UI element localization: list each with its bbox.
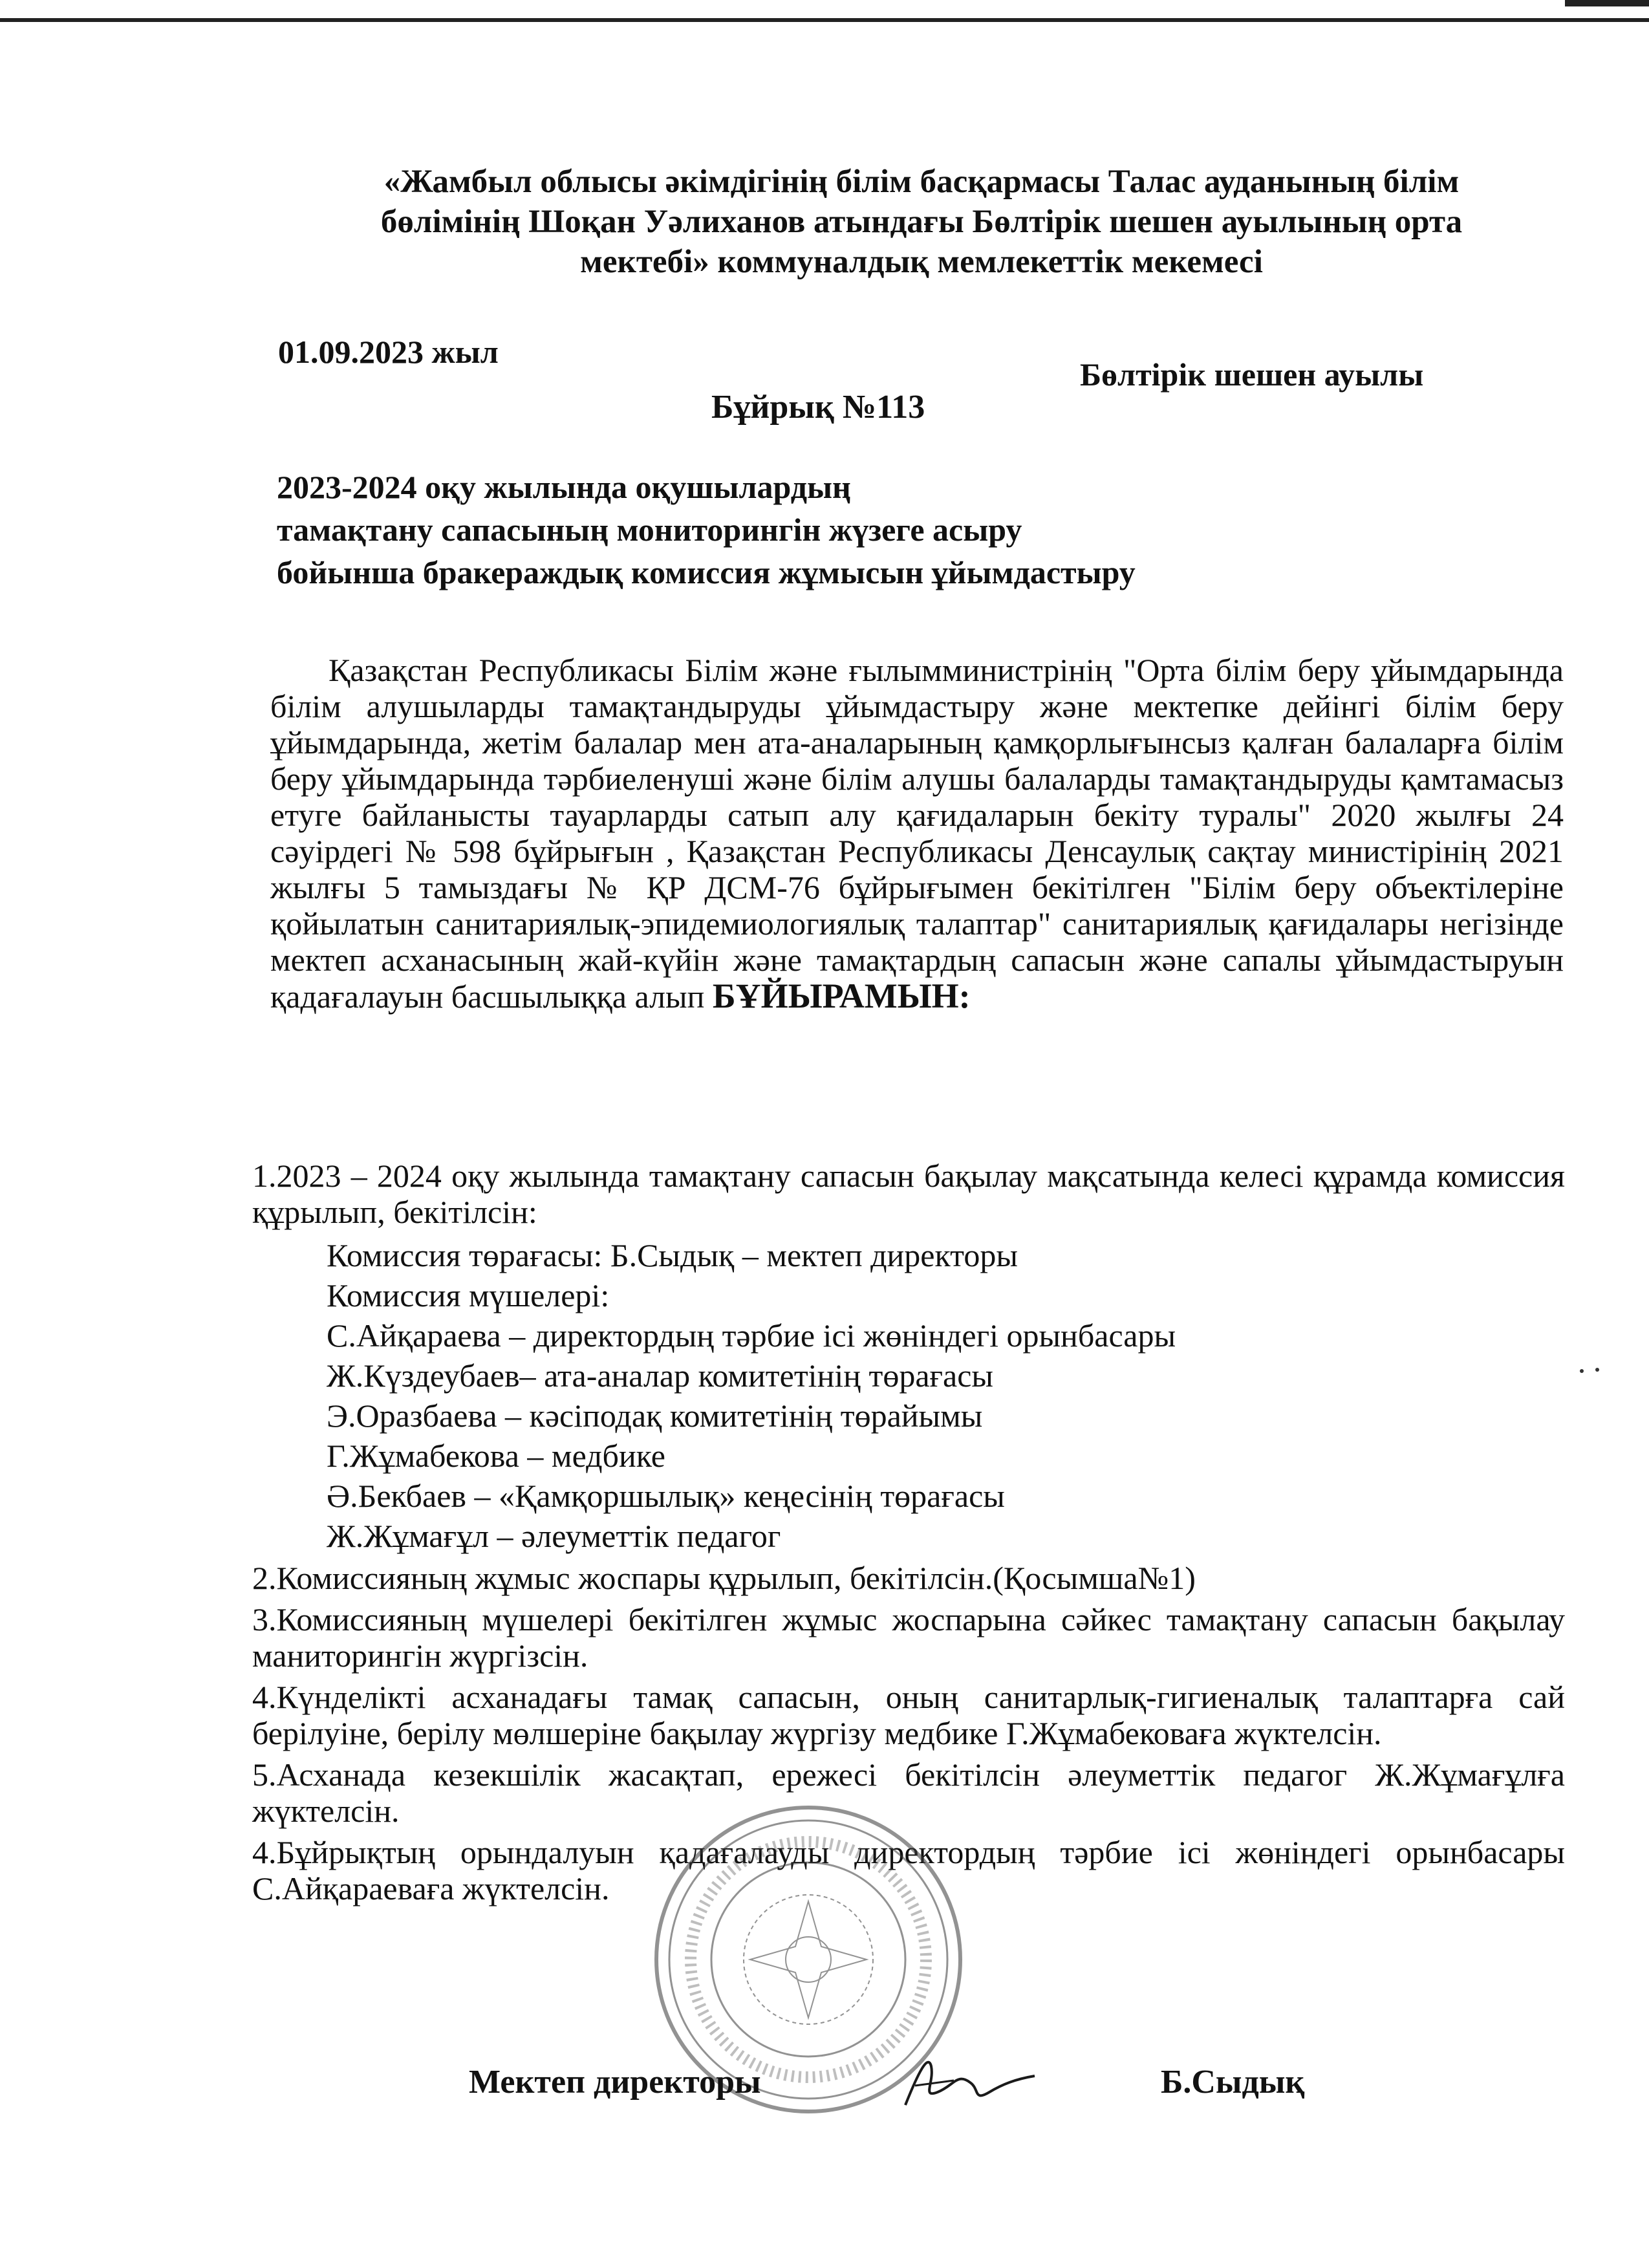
order-title [277,466,1376,594]
member-1: С.Айқараева – директордың тәрбие ісі жөніндегі орынбасары [327,1317,1176,1354]
member-3: Э.Оразбаева – кәсіподақ комитетінің төрайымы [327,1398,983,1434]
title-line-2: тамақтану сапасының мониторингін жүзеге асыру [277,512,1022,548]
member-5: Ә.Бекбаев – «Қамқоршылық» кеңесінің төрағасы [327,1478,1005,1514]
scan-specks [1578,1365,1604,1377]
item-1: 1.2023 – 2024 оқу жылында тамақтану сапасын бақылау мақсатында келесі құрамда комиссия құрылып, бекітілсін: [252,1158,1565,1230]
item-2: 2.Комиссияның жұмыс жоспары құрылып, бекітілсін.(Қосымша№1) [252,1560,1196,1596]
header-line-2: бөлімінің Шоқан Уәлиханов атындағы Бөлтірік шешен ауылының орта [380,204,1463,240]
title-line-1: 2023-2024 оқу жылында оқушылардың [277,469,851,505]
member-2: Ж.Күздеубаев– ата-аналар комитетінің төрағасы [327,1357,994,1394]
signature-title: Мектеп директоры [469,2064,761,2101]
member-6: Ж.Жұмағұл – әлеуметтік педагог [327,1518,781,1554]
item-5: 5.Асханада кезекшілік жасақтап, ережесі бекітілсін әлеуметтік педагог Ж.Жұмағұлға жүктелсін. [252,1756,1565,1829]
header-line-3: мектебі» коммуналдық мемлекеттік мекемесі [580,244,1263,280]
scan-edge-corner [1565,0,1649,6]
member-4: Г.Жұмабекова – медбике [327,1438,665,1474]
director-signature [892,2047,1041,2118]
order-number: Бұйрық №113 [711,389,925,426]
scan-edge-line [0,18,1649,22]
commission-list [327,1235,1565,1556]
item-6: 4.Бұйрықтың орындалуын қадағалауды директордың тәрбие ісі жөніндегі орынбасары С.Айқараеваға жүктелсін. [252,1834,1565,1906]
title-line-3: бойынша бракераждық комиссия жұмысын ұйымдастыру [277,554,1136,590]
preamble-text: Қазақстан Республикасы Білім және ғылымминистрінің "Орта білім беру ұйымдарында білім алушыларды тамақтандыруды ұйымдастыру және мектепке дейінгі білім беру ұйымдарында, жетім балалар мен ата-аналарының қамқорлығынсыз қалған балаларға білім беру ұйымдарында тәрбиеленуші және білім алушы балаларды тамақтандыруды қамтамасыз етуге байланысты тауарларды сатып алу қағидаларын бекіту туралы" 2020 жылғы 24 сәуірдегі № 598 бұйрығын , Қазақстан Республикасы Денсаулық сақтау министірінің 2021 жылғы 5 тамыздағы № ҚР ДСМ-76 бұйрығымен бекітілген "Білім беру объектілеріне қойылатын санитариялық-эпидемиологиялық талаптар" санитариялық қағидалары негізінде мектеп асханасының жай-күйін және тамақтардың сапасын және сапалы ұйымдастыруын қадағалауын басшылыққа алып [270,652,1564,1015]
organization-header [272,162,1571,282]
commission-chair: Комиссия төрағасы: Б.Сыдық – мектеп директоры [327,1237,1018,1273]
item-4: 4.Күнделікті асханадағы тамақ сапасын, оның санитарлық-гигиеналық талаптарға сай берілуіне, берілу мөлшеріне бақылау жүргізу медбике Г.Жұмабековаға жүктелсін. [252,1679,1565,1751]
members-label: Комиссия мүшелері: [327,1277,610,1313]
order-place: Бөлтірік шешен ауылы [1080,356,1424,393]
signature-name: Б.Сыдық [1161,2064,1305,2101]
order-date: 01.09.2023 жыл [278,334,499,370]
item-3: 3.Комиссияның мүшелері бекітілген жұмыс жоспарына сәйкес тамақтану сапасын бақылау маниторингін жүргізсін. [252,1601,1565,1674]
preamble-paragraph [270,652,1564,1015]
header-line-1: «Жамбыл облысы әкімдігінің білім басқармасы Талас ауданының білім [383,164,1460,200]
decree-word: БҰЙЫРАМЫН: [712,977,971,1015]
